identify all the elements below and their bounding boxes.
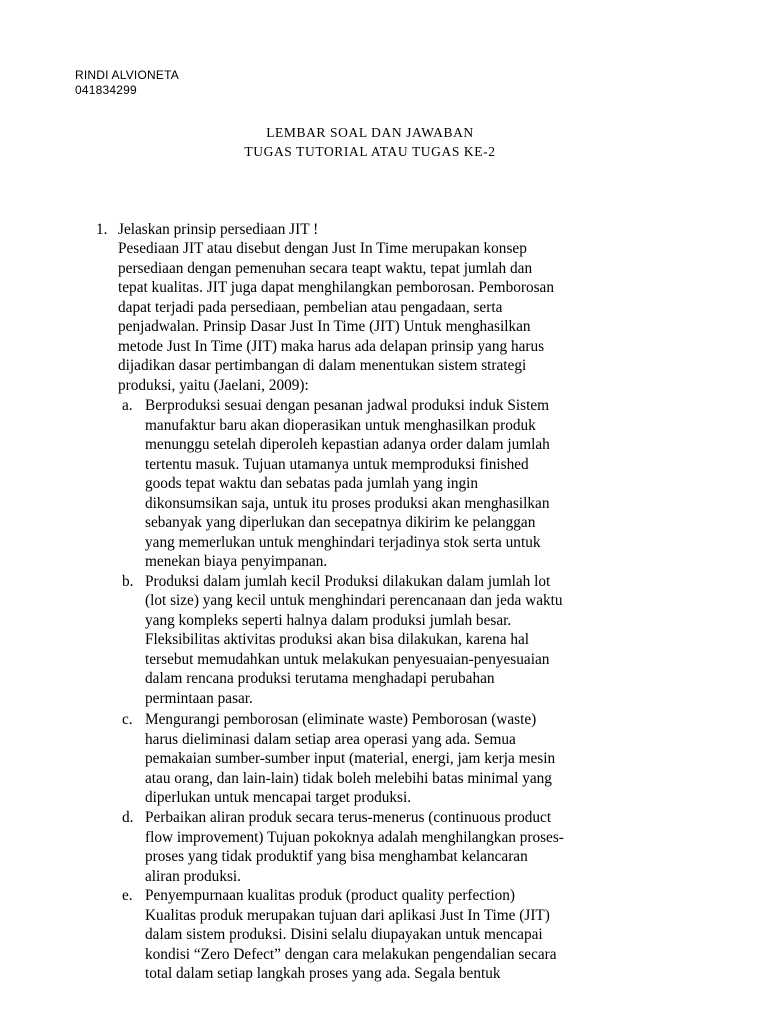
list-item-line: Berproduksi sesuai dengan pesanan jadwal produksi induk Sistem [145,397,550,414]
list-item-line: dikonsumsikan saja, untuk itu proses produksi akan menghasilkan [145,494,550,512]
question-number: 1. [96,221,108,238]
author-block [75,68,179,98]
list-item-line: permintaan pasar. [145,689,253,707]
list-item-line: Produksi dalam jumlah kecil Produksi dilakukan dalam jumlah lot [145,572,551,590]
list-item-line: dalam rencana produksi terutama menghadapi perubahan [145,670,495,687]
list-item-line: harus dieliminasi dalam setiap area operasi yang ada. Semua [145,730,516,748]
list-item-line: (lot size) yang kecil untuk menghindari perencanaan dan jeda waktu [145,592,563,609]
list-item-line: Mengurangi pemborosan (eliminate waste) Pemborosan (waste) [145,711,537,728]
list-item-line: tertentu masuk. Tujuan utamanya untuk memproduksi finished [145,455,529,473]
author-name: RINDI ALVIONETA [75,68,179,82]
list-item-line: Fleksibilitas aktivitas produksi akan bisa dilakukan, karena hal [145,631,530,648]
document-heading-line2: TUGAS TUTORIAL ATAU TUGAS KE-2 [244,144,496,159]
list-item-line: goods tepat waktu dan sebatas pada jumlah yang ingin [145,475,479,492]
author-nim: 041834299 [75,83,137,97]
list-item-line: kondisi “Zero Defect” dengan cara melakukan pengendalian secara [145,945,557,963]
intro-line: Pesediaan JIT atau disebut dengan Just In Time merupakan konsep [118,240,527,257]
question-title: Jelaskan prinsip persediaan JIT ! [118,221,319,238]
intro-line: penjadwalan. Prinsip Dasar Just In Time (JIT) Untuk menghasilkan [118,318,531,335]
intro-line: dijadikan dasar pertimbangan di dalam menentukan sistem strategi [118,357,527,374]
list-item-line: pemakaian sumber-sumber input (material, energi, jam kerja mesin [145,750,556,767]
list-item-line: total dalam setiap langkah proses yang ada. Segala bentuk [145,965,501,982]
list-item-line: yang memerlukan untuk menghindari terjadinya stok serta untuk [145,533,541,551]
list-item-marker: e. [122,887,133,904]
list-item-line: menunggu setelah diperoleh kepastian adanya order dalam jumlah [145,436,550,453]
list-item-line: manufaktur baru akan dioperasikan untuk menghasilkan produk [145,416,536,434]
list-item-line: sebanyak yang diperlukan dan secepatnya dikirim ke pelanggan [145,514,536,531]
list-item-marker: b. [122,572,134,590]
list-item-line: atau orang, dan lain-lain) tidak boleh melebihi batas minimal yang [145,769,552,787]
list-item-line: diperlukan untuk mencapai target produksi. [145,789,412,806]
intro-line: produksi, yaitu (Jaelani, 2009): [118,376,309,394]
document-heading-line1: LEMBAR SOAL DAN JAWABAN [266,125,474,140]
list-item-marker: c. [122,711,133,728]
list-item-line: Penyempurnaan kualitas produk (product quality perfection) [145,887,515,904]
list-item-line: tersebut memudahkan untuk melakukan penyesuaian-penyesuaian [145,650,550,668]
list-item-line: aliran produksi. [145,867,242,885]
list-item-line: Kualitas produk merupakan tujuan dari aplikasi Just In Time (JIT) [145,906,550,924]
list-item-line: menekan biaya penyimpanan. [145,553,328,570]
intro-line: tepat kualitas. JIT juga dapat menghilangkan pemborosan. Pemborosan [118,279,554,296]
list-item-line: Perbaikan aliran produk secara terus-menerus (continuous product [145,809,552,826]
list-item-line: yang kompleks seperti halnya dalam produksi jumlah besar. [145,611,512,629]
intro-line: persediaan dengan pemenuhan secara teapt waktu, tepat jumlah dan [118,259,533,277]
list-item-marker: a. [122,397,133,414]
list-item-line: dalam sistem produksi. Disini selalu diupayakan untuk mencapai [145,926,543,943]
intro-line: dapat terjadi pada persediaan, pembelian atau pengadaan, serta [118,298,503,316]
list-item-line: flow improvement) Tujuan pokoknya adalah menghilangkan proses- [145,828,564,846]
list-item-marker: d. [122,809,134,826]
list-item-line: proses yang tidak produktif yang bisa menghambat kelancaran [145,848,528,865]
intro-line: metode Just In Time (JIT) maka harus ada delapan prinsip yang harus [118,337,545,355]
